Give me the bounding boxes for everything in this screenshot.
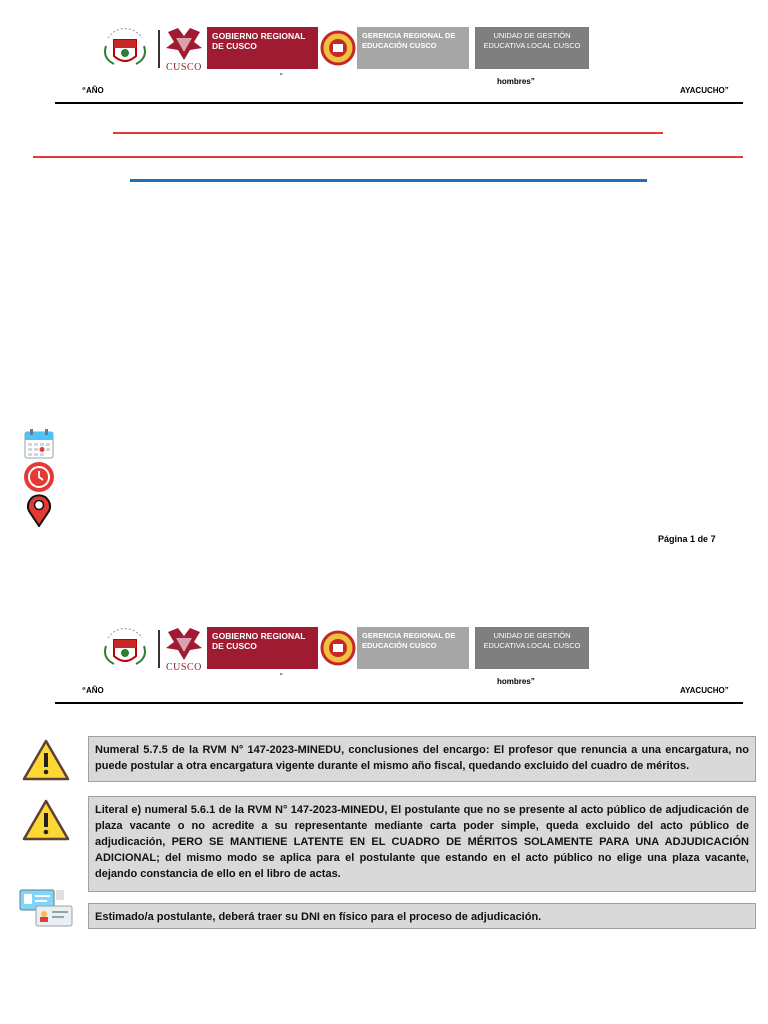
peru-coat-of-arms-icon [100,24,150,72]
red-rule-2 [33,156,743,158]
header-quote-mark: “ [280,672,283,681]
total-pages: 7 [710,534,716,544]
header-ano: “AÑO [82,86,104,95]
gerencia-box: GERENCIA REGIONAL DE EDUCACIÓN CUSCO [357,27,469,69]
clock-icon [22,460,56,494]
pagina-label: Página [658,534,688,544]
education-emblem-icon [320,28,356,68]
blue-rule [130,179,647,182]
gobierno-regional-box: GOBIERNO REGIONAL DE CUSCO [207,27,318,69]
de-label: de [697,534,709,544]
header-hombres: hombres” [497,677,535,686]
ugel-box: UNIDAD DE GESTIÓN EDUCATIVA LOCAL CUSCO [475,27,589,69]
id-card-icon [18,888,74,928]
header-divider [158,30,160,68]
header-ayacucho: AYACUCHO” [680,686,729,695]
header-quote-mark: “ [280,72,283,81]
calendar-icon [22,427,56,461]
header-hombres: hombres” [497,77,535,86]
notice-box-3: Estimado/a postulante, deberá traer su DNI en físico para el proceso de adjudicación. [88,903,756,929]
header-rule [55,102,743,104]
current-page: 1 [690,534,696,544]
red-rule-1 [113,132,663,134]
notice-box-1: Numeral 5.7.5 de la RVM N° 147-2023-MINEDU, conclusiones del encargo: El profesor que renuncia a una encargatura, no puede postular a otra encargatura vigente durante el mismo año fiscal, quedando excluido del cuadro de méritos. [88,736,756,782]
header-rule [55,702,743,704]
warning-icon [22,798,70,842]
letterhead [0,0,768,110]
cusco-wordmark: CUSCO [166,662,202,673]
page-number [658,534,716,544]
letterhead [0,600,768,710]
document-page-2 [0,600,768,1024]
cusco-wordmark: CUSCO [166,62,202,73]
header-divider [158,630,160,668]
gobierno-regional-box: GOBIERNO REGIONAL DE CUSCO [207,627,318,669]
header-ano: “AÑO [82,686,104,695]
ugel-box: UNIDAD DE GESTIÓN EDUCATIVA LOCAL CUSCO [475,627,589,669]
location-pin-icon [22,493,56,527]
notice-box-2: Literal e) numeral 5.6.1 de la RVM N° 147-2023-MINEDU, El postulante que no se presente al acto público de adjudicación de plaza vacante o no acredite a su representante mediante carta poder simple, queda excluido del acto público de adjudicación, PERO SE MANTIENE LATENTE EN EL CUADRO DE MÉRITOS SOLAMENTE PARA UNA ADJUDICACIÓN ADICIONAL; del mismo modo se aplica para el postulante que estando en el acto público no elige una plaza vacante, dejando constancia de ello en el libro de actas. [88,796,756,892]
peru-coat-of-arms-icon [100,624,150,672]
header-ayacucho: AYACUCHO” [680,86,729,95]
warning-icon [22,738,70,782]
education-emblem-icon [320,628,356,668]
gerencia-box: GERENCIA REGIONAL DE EDUCACIÓN CUSCO [357,627,469,669]
